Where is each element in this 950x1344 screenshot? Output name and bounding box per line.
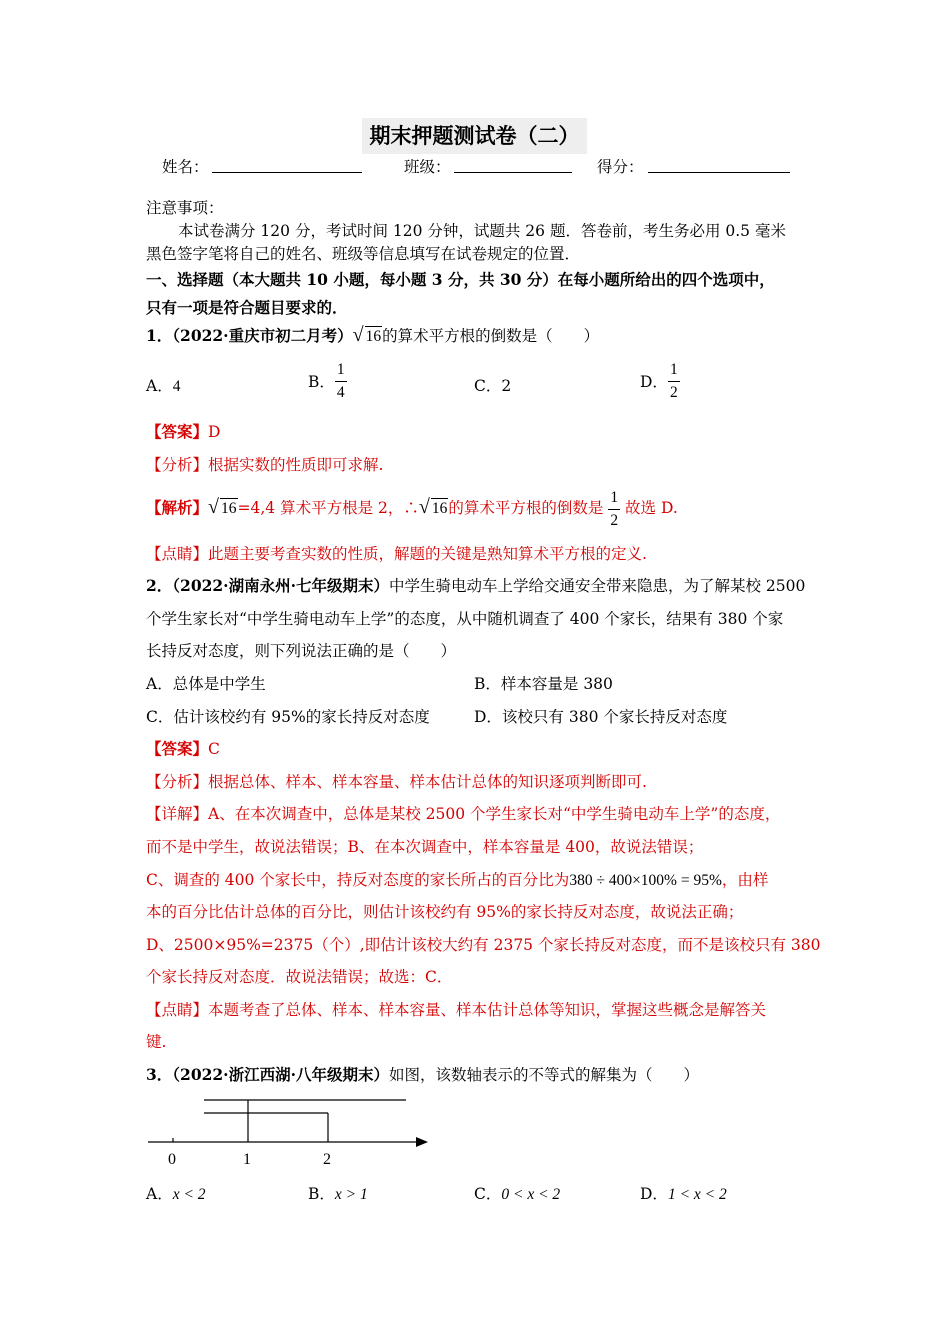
question-number: 1．	[146, 326, 173, 345]
option-a[interactable]	[146, 1182, 206, 1204]
question-source: （2022·重庆市初二月考）	[172, 326, 353, 345]
numerator: 1	[610, 489, 619, 506]
analysis-tag: 【分析】	[146, 773, 209, 791]
section1-line-1: 一、选择题（本大题共 10 小题，每小题 3 分，共 30 分）在每小题所给出的四个选项中，	[146, 270, 775, 289]
q2-detail-6: 个家长持反对态度．故说法错误；故选：C．	[146, 968, 453, 986]
denominator: 4	[335, 381, 347, 401]
detail-text: ，由样	[721, 871, 769, 889]
radicand: 16	[431, 500, 448, 517]
question-2-stem-3: 长持反对态度，则下列说法正确的是（ ）	[146, 642, 457, 660]
solution-text: 故选 D.	[625, 499, 678, 517]
option-b[interactable]	[308, 362, 347, 400]
q2-detail-2: 而不是中学生，故说法错误；B、在本次调查中，样本容量是 400，故说法错误；	[146, 838, 704, 856]
answer-value: D	[208, 423, 221, 441]
question-3-stem	[146, 1063, 699, 1085]
option-value: 4	[172, 378, 181, 395]
class-blank[interactable]	[454, 172, 572, 173]
option-label: D．	[640, 373, 668, 391]
option-label: C．	[474, 377, 502, 395]
denominator: 2	[668, 381, 680, 401]
notice-line-1: 本试卷满分 120 分，考试时间 120 分钟，试题共 26 题．答卷前，考生务必用 0.5 毫米	[178, 222, 786, 240]
q1-analysis	[146, 453, 383, 475]
option-label: B．	[308, 1185, 335, 1203]
option-label: A．	[146, 1185, 173, 1203]
q2-analysis	[146, 770, 647, 792]
option-c[interactable]	[474, 374, 511, 396]
score-label: 得分：	[597, 158, 644, 176]
answer-value: C	[208, 740, 220, 758]
analysis-tag: 【分析】	[146, 456, 209, 474]
option-c[interactable]	[474, 1182, 560, 1204]
q2-detail-4: 本的百分比估计总体的百分比，则估计该校约有 95%的家长持反对态度，故说法正确；	[146, 903, 744, 921]
question-number: 2．	[146, 576, 173, 595]
math-expression: 380 ÷ 400×100% = 95%	[569, 872, 722, 889]
option-value: 1 < x < 2	[667, 1186, 727, 1203]
option-value: 0 < x < 2	[501, 1186, 561, 1203]
radicand: 16	[365, 328, 382, 345]
option-c[interactable]: C．估计该校约有 95%的家长持反对态度	[146, 708, 430, 726]
option-d[interactable]	[640, 1182, 727, 1204]
option-a[interactable]: A．总体是中学生	[146, 675, 266, 693]
q2-comment-1	[146, 998, 766, 1020]
name-blank[interactable]	[212, 172, 362, 173]
axis-label-2: 2	[323, 1151, 331, 1168]
option-label: C．	[474, 1185, 502, 1203]
comment-text: 此题主要考查实数的性质，解题的关键是熟知算术平方根的定义.	[208, 545, 647, 563]
number-line-figure	[140, 1090, 440, 1170]
axis-label-1: 1	[243, 1151, 251, 1168]
question-1-stem	[146, 324, 599, 346]
sqrt-expression: √ 16	[208, 496, 237, 518]
option-label: B．	[308, 373, 335, 391]
question-source: （2022·浙江西湖·八年级期末）	[172, 1065, 389, 1084]
denominator: 2	[608, 509, 620, 529]
option-label: D．	[640, 1185, 668, 1203]
solution-tag: 【解析】	[146, 498, 209, 517]
comment-tag: 【点睛】	[146, 545, 209, 563]
detail-text: C、调查的 400 个家长中，持反对态度的家长所占的百分比为	[146, 871, 570, 889]
fraction	[668, 362, 680, 400]
answer-tag: 【答案】	[146, 739, 209, 758]
option-b[interactable]	[308, 1182, 368, 1204]
numerator: 1	[669, 361, 678, 378]
q2-answer	[146, 737, 220, 759]
q2-detail-5: D、2500×95%=2375（个）,即估计该校大约有 2375 个家长持反对态度，而不是该校只有 380	[146, 936, 821, 954]
notice-line-2: 黑色签字笔将自己的姓名、班级等信息填写在试卷规定的位置．	[146, 245, 581, 263]
section1-line-2: 只有一项是符合题目要求的．	[146, 298, 348, 317]
page-title: 期末押题测试卷（二）	[362, 118, 587, 154]
detail-text: A、在本次调查中，总体是某校 2500 个学生家长对“中学生骑电动车上学”的态度，	[208, 805, 781, 823]
option-label: A．	[146, 377, 173, 395]
fraction	[335, 362, 347, 400]
question-text: 如图，该数轴表示的不等式的解集为（ ）	[388, 1066, 699, 1084]
question-2-stem-1	[146, 574, 805, 596]
q2-detail-1	[146, 802, 780, 824]
question-number: 3．	[146, 1065, 173, 1084]
q1-solution	[146, 490, 678, 528]
class-label: 班级：	[404, 158, 451, 176]
sqrt-expression: √ 16	[418, 496, 448, 518]
fraction	[608, 490, 620, 528]
comment-text: 本题考查了总体、样本、样本容量、样本估计总体等知识，掌握这些概念是解答关	[208, 1001, 767, 1019]
analysis-text: 根据实数的性质即可求解.	[208, 456, 384, 474]
solution-text: =4,4 算术平方根是 2，∴	[237, 499, 419, 517]
q1-comment	[146, 542, 647, 564]
question-source: （2022·湖南永州·七年级期末）	[172, 576, 389, 595]
q2-detail-3	[146, 868, 768, 890]
notice-heading: 注意事项：	[146, 199, 224, 217]
question-text: 的算术平方根的倒数是（ ）	[382, 327, 600, 345]
comment-tag: 【点睛】	[146, 1001, 209, 1019]
axis-label-0: 0	[168, 1151, 176, 1168]
radicand: 16	[221, 500, 237, 517]
detail-tag: 【详解】	[146, 805, 209, 823]
option-a[interactable]	[146, 374, 180, 396]
option-d[interactable]	[640, 362, 680, 400]
question-2-stem-2: 个学生家长对“中学生骑电动车上学”的态度，从中随机调查了 400 个家长，结果有 380 个家	[146, 610, 784, 628]
name-label: 姓名：	[162, 158, 209, 176]
score-blank[interactable]	[648, 172, 790, 173]
option-value: 2	[501, 377, 512, 395]
option-d[interactable]: D．该校只有 380 个家长持反对态度	[474, 708, 728, 726]
numerator: 1	[336, 361, 345, 378]
q1-answer	[146, 420, 220, 442]
sqrt-expression: √ 16	[352, 324, 382, 346]
option-value: x > 1	[334, 1186, 368, 1203]
answer-tag: 【答案】	[146, 422, 209, 441]
solution-text: 的算术平方根的倒数是	[448, 499, 604, 517]
q2-comment-2: 键.	[146, 1033, 167, 1051]
question-text: 中学生骑电动车上学给交通安全带来隐患，为了解某校 2500	[388, 577, 806, 595]
analysis-text: 根据总体、样本、样本容量、样本估计总体的知识逐项判断即可.	[208, 773, 647, 791]
axis-arrow-icon	[416, 1137, 428, 1147]
option-b[interactable]: B．样本容量是 380	[474, 675, 613, 693]
option-value: x < 2	[172, 1186, 206, 1203]
